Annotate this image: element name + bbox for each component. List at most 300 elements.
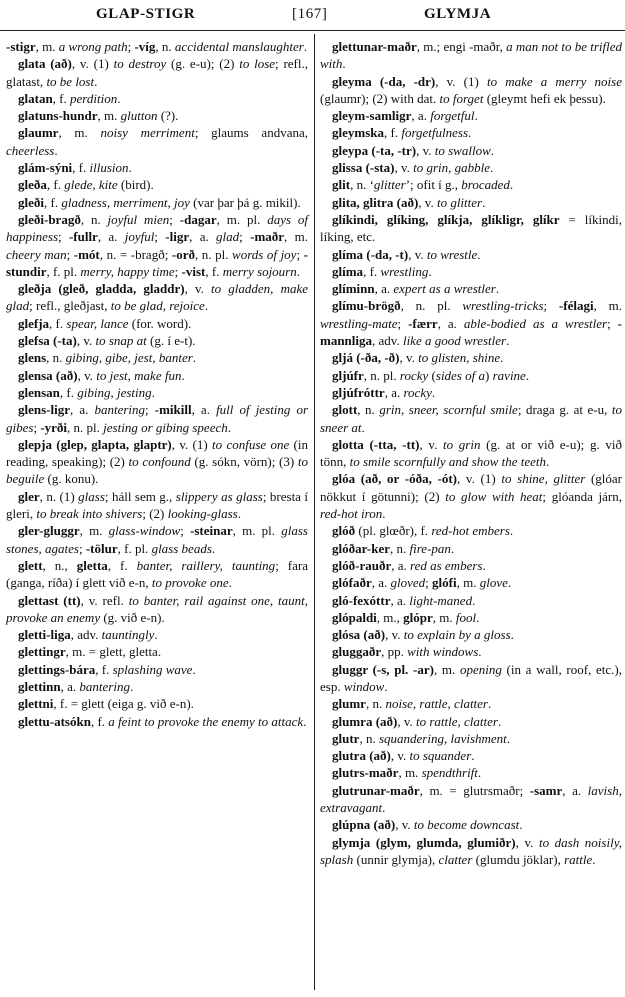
entry-text: . xyxy=(382,800,386,816)
entry-text: . xyxy=(303,713,307,729)
translation: gibing, gibe, jest, banter xyxy=(65,350,193,366)
headword: gleði xyxy=(18,194,44,210)
translation: glass xyxy=(78,488,105,504)
dictionary-entry xyxy=(320,436,622,471)
entry-text: . xyxy=(478,644,482,660)
translation: glede, kite xyxy=(64,177,118,193)
dictionary-entry xyxy=(6,55,308,90)
translation: rocky xyxy=(399,367,429,383)
headword: -yrði xyxy=(40,419,68,435)
entry-text: , m. xyxy=(58,125,101,141)
headword: gler-gluggr xyxy=(18,523,80,539)
translation: to jest, make fun xyxy=(96,367,182,383)
translation: to be lost xyxy=(46,73,95,89)
headword: glíma xyxy=(332,263,364,279)
entry-text: , v. xyxy=(77,367,97,383)
translation: words of joy xyxy=(232,246,297,262)
entry-text: ; refl., glatast, xyxy=(6,56,308,89)
entry-text: . xyxy=(94,73,98,89)
entry-text: ; háll sem g., xyxy=(104,488,176,504)
translation: glove xyxy=(479,575,508,591)
entry-text: . xyxy=(468,125,472,141)
headword: glott xyxy=(332,402,358,418)
entry-text: (unnir glymja), xyxy=(353,851,439,867)
headword: -félagi xyxy=(558,298,594,314)
translation: to wrestle xyxy=(426,246,478,262)
dictionary-entry xyxy=(6,592,308,627)
entry-text: , m. pl. xyxy=(232,523,282,539)
translation: full of jesting or gibes xyxy=(6,402,309,435)
translation: bantering xyxy=(94,402,146,418)
translation: illusion xyxy=(89,160,129,176)
translation: wrestling xyxy=(380,263,429,279)
headword: glófaðr xyxy=(332,575,372,591)
headword: glaumr xyxy=(18,125,59,141)
entry-text: , f. xyxy=(44,194,62,210)
headword: glám-sýni xyxy=(18,160,73,176)
headword: gluggr (-s, pl. -ar) xyxy=(332,661,434,677)
headword: glósa (að) xyxy=(332,627,386,643)
translation: glass beads xyxy=(151,540,212,556)
entry-text: , pp. xyxy=(381,644,408,660)
entry-text: , v. (1) xyxy=(171,436,213,452)
entry-text: ; glóanda járn, xyxy=(542,488,622,504)
entry-text: , m., xyxy=(376,609,404,625)
column-divider xyxy=(314,34,315,990)
translation: to make a merry noise xyxy=(486,73,622,89)
entry-text: (for. word). xyxy=(128,315,192,331)
entry-text: , f. xyxy=(363,263,381,279)
headword: glutrs-maðr xyxy=(332,765,399,781)
dictionary-entry xyxy=(6,643,308,660)
headword: glóa (að, or -óða, -ót) xyxy=(332,471,457,487)
entry-text: , v. xyxy=(399,350,419,366)
translation: gibing, jesting xyxy=(77,384,152,400)
entry-text: , n. xyxy=(357,402,380,418)
entry-text: ’; ofit í g., xyxy=(405,177,462,193)
dictionary-entry xyxy=(320,142,622,159)
headword: glóðar-ker xyxy=(332,540,390,556)
dictionary-entry xyxy=(320,176,622,193)
headword: gluggaðr xyxy=(332,644,382,660)
headword: glatuns-hundr xyxy=(18,108,98,124)
translation: jesting or gibing speech xyxy=(103,419,228,435)
dictionary-entry xyxy=(320,540,622,557)
entry-text: , v. xyxy=(419,436,444,452)
headword: glit xyxy=(332,177,351,193)
entry-text: (glumdu jöklar), xyxy=(472,851,565,867)
headword: glensan xyxy=(18,384,60,400)
headword: glettu-atsókn xyxy=(18,713,91,729)
entry-text: , a. xyxy=(562,782,588,798)
dictionary-entry xyxy=(320,470,622,522)
headword: -steinar xyxy=(190,523,233,539)
dictionary-entry xyxy=(6,349,308,366)
entry-text: ; refl., gleðjast, xyxy=(29,298,111,314)
entry-text: . xyxy=(211,540,216,556)
entry-text: (in a wall, roof, etc.), esp. xyxy=(320,661,622,694)
entry-text: . xyxy=(181,367,185,383)
entry-text: . xyxy=(471,748,475,764)
headword: -stundir xyxy=(6,246,308,279)
entry-text: . xyxy=(592,851,596,867)
entry-text: ; xyxy=(296,246,304,262)
translation: spendthrift xyxy=(421,765,478,781)
entry-text: , m. = glutrsmaðr; xyxy=(419,782,530,798)
headword: glutra (að) xyxy=(332,748,391,764)
entry-text: , m. xyxy=(79,523,109,539)
page-header xyxy=(0,6,625,28)
dictionary-entry xyxy=(320,695,622,712)
translation: looking-glass xyxy=(167,506,238,522)
entry-text: . xyxy=(431,384,436,400)
dictionary-entry xyxy=(320,401,622,436)
headword: glópr xyxy=(403,609,433,625)
translation: rattle xyxy=(564,851,593,867)
headword: glita, glitra (að) xyxy=(332,194,419,210)
entry-text: . xyxy=(500,350,504,366)
dictionary-entry xyxy=(320,816,622,833)
headword: -orð xyxy=(171,246,195,262)
headword: glettingr xyxy=(18,644,66,660)
entry-text: ) xyxy=(485,367,493,383)
headword: glópaldi xyxy=(332,609,377,625)
entry-text: , m. = glett, gletta. xyxy=(65,644,162,660)
translation: like a good wrestler xyxy=(402,333,507,349)
entry-text: . xyxy=(303,39,308,54)
translation: to grin, gabble xyxy=(413,160,491,176)
translation: to glisten, shine xyxy=(418,350,501,366)
entry-text: , adv. xyxy=(70,627,102,643)
entry-text: . xyxy=(450,540,455,556)
translation: light-maned xyxy=(409,592,473,608)
dictionary-entry xyxy=(320,574,622,591)
entry-text: . xyxy=(237,506,241,522)
entry-text: . xyxy=(382,506,386,522)
headword: glettni xyxy=(18,696,54,712)
headword: -mannliga xyxy=(320,315,622,349)
entry-text: ; xyxy=(127,39,135,54)
headword: glóð xyxy=(332,523,356,539)
entry-text: , v. (1) xyxy=(435,73,487,89)
entry-text: , v. xyxy=(418,194,437,210)
dictionary-entry xyxy=(320,246,622,263)
entry-text: , f. xyxy=(384,125,402,141)
headword: glatan xyxy=(18,90,53,106)
translation: merry sojourn xyxy=(222,263,297,279)
dictionary-entry xyxy=(6,159,308,176)
entry-text: , m. xyxy=(35,39,59,54)
entry-text: , v. xyxy=(408,246,427,262)
entry-text: ; glaums andvana, xyxy=(194,125,308,141)
entry-text: , v. xyxy=(416,142,435,158)
translation: to grin xyxy=(443,436,481,452)
entry-text: , a. xyxy=(70,402,95,418)
entry-text: , v. (1) xyxy=(457,471,502,487)
entry-text: , v. xyxy=(394,160,414,176)
entry-text: . xyxy=(474,108,478,124)
translation: days of happiness xyxy=(6,211,308,245)
dictionary-entry xyxy=(6,713,308,730)
entry-text: (var þar þá g. mikil). xyxy=(189,194,301,210)
entry-text: . xyxy=(495,281,500,297)
entry-text: ; bresta í gleri, xyxy=(6,488,309,522)
entry-text: . xyxy=(296,263,300,279)
headword: glettings-bára xyxy=(18,661,96,677)
dictionary-entry xyxy=(6,678,308,695)
entry-text: , a. xyxy=(97,229,125,245)
headword: glumra (að) xyxy=(332,713,398,729)
headword: gljá (-ða, -ð) xyxy=(332,350,400,366)
entry-text: . xyxy=(490,160,494,176)
entry-text: , f. xyxy=(46,177,65,193)
entry-text: (?). xyxy=(157,108,179,124)
entry-text: , m. xyxy=(593,298,622,314)
entry-text: . xyxy=(192,350,197,366)
entry-text: . xyxy=(154,627,158,643)
headword: gletti-liga xyxy=(18,627,71,643)
translation: splashing wave xyxy=(112,661,193,677)
right-column xyxy=(320,38,622,868)
dictionary-entry xyxy=(6,384,308,401)
dictionary-entry xyxy=(6,211,308,280)
translation: with windows xyxy=(407,644,479,660)
entry-text: , f. xyxy=(52,90,71,106)
entry-text: ; xyxy=(397,315,409,331)
entry-text: , f. xyxy=(95,661,113,677)
dictionary-entry xyxy=(320,522,622,539)
translation: rocky xyxy=(403,384,432,400)
dictionary-entry xyxy=(6,280,308,315)
translation: glutton xyxy=(120,108,158,124)
entry-text: , f. xyxy=(90,713,109,729)
dictionary-entry xyxy=(320,730,622,747)
entry-text: , n. xyxy=(46,350,66,366)
entry-text: , a. xyxy=(391,557,410,573)
headword: glumr xyxy=(332,696,366,712)
entry-text: (g. sókn, vörn); (3) xyxy=(190,454,298,470)
translation: to snap at xyxy=(95,333,147,349)
dictionary-entry xyxy=(6,124,308,159)
translation: forgetful xyxy=(430,108,475,124)
dictionary-entry xyxy=(320,211,622,246)
entry-text: , a. xyxy=(390,592,410,608)
entry-text: , f. pl. xyxy=(46,263,81,279)
translation: to beguile xyxy=(6,454,308,487)
dictionary-entry xyxy=(320,367,622,384)
dictionary-entry xyxy=(6,194,308,211)
entry-text: (bird). xyxy=(117,177,154,193)
entry-text: , m. xyxy=(284,229,308,245)
headword: glefja xyxy=(18,315,50,331)
translation: to break into shivers xyxy=(36,506,143,522)
dictionary-entry xyxy=(6,436,308,488)
dictionary-entry xyxy=(6,695,308,712)
translation: cheery man xyxy=(6,246,67,262)
entry-text: (g. at or við e-u); g. við tönn, xyxy=(320,436,623,470)
headword: -mikill xyxy=(154,402,192,418)
entry-text: , n. xyxy=(390,540,410,556)
entry-text: , v. xyxy=(390,748,410,764)
dictionary-entry xyxy=(320,194,622,211)
entry-text: . xyxy=(509,523,514,539)
entry-text: . xyxy=(204,298,209,314)
translation: to banter, rail against one, taunt, provoke an enemy xyxy=(6,592,308,625)
dictionary-entry xyxy=(320,159,622,176)
dictionary-entry xyxy=(320,124,622,141)
entry-text: . xyxy=(477,765,482,781)
dictionary-entry xyxy=(6,332,308,349)
entry-text: ; xyxy=(145,402,155,418)
translation: cheerless xyxy=(6,142,55,158)
translation: a feint to provoke the enemy to attack xyxy=(108,713,304,729)
entry-text: , a. xyxy=(411,108,431,124)
translation: banter, raillery, taunting xyxy=(136,557,276,573)
headword: glotta (-tta, -tt) xyxy=(332,436,420,452)
headword: glófi xyxy=(432,575,457,591)
header-right-guide-word: GLYMJA xyxy=(424,6,492,22)
entry-text: , n. xyxy=(80,211,108,227)
entry-text: , m. pl. xyxy=(216,211,268,227)
headword: gler xyxy=(18,488,40,504)
headword: glíminn xyxy=(332,281,375,297)
headword: gló-fexóttr xyxy=(332,592,391,608)
translation: fire-pan xyxy=(409,540,451,556)
translation: tauntingly xyxy=(101,627,155,643)
translation: noise, rattle, clatter xyxy=(385,696,488,712)
entry-text: , f. = glett (eiga g. við e-n). xyxy=(53,696,194,712)
entry-text: (g. við e-n). xyxy=(100,609,165,625)
entry-text: , a. xyxy=(371,575,391,591)
translation: glass stones, agates xyxy=(6,523,308,556)
entry-text: , a. xyxy=(60,678,80,694)
headword: glúpna (að) xyxy=(332,817,396,833)
entry-text: . xyxy=(525,367,530,383)
dictionary-entry xyxy=(320,38,622,73)
entry-text: , n. pl. xyxy=(363,367,400,383)
translation: ravine xyxy=(492,367,526,383)
entry-text: (gleymt hefi ek þessu). xyxy=(483,90,606,106)
translation: red-hot iron xyxy=(320,506,383,522)
headword: glettunar-maðr xyxy=(332,39,417,54)
entry-text: . xyxy=(151,384,155,400)
dictionary-entry xyxy=(6,401,308,436)
entry-text: ( xyxy=(428,367,436,383)
translation: opening xyxy=(459,661,502,677)
dictionary-entry xyxy=(6,367,308,384)
translation: a man not to be trifled with xyxy=(320,39,623,72)
entry-text: . xyxy=(228,575,232,591)
entry-text: , v. xyxy=(184,281,212,297)
translation: gladness, merriment, joy xyxy=(61,194,190,210)
translation: to become downcast xyxy=(413,817,520,833)
entry-text: , n., xyxy=(42,557,77,573)
entry-text: ; xyxy=(78,540,86,556)
translation: to explain by a gloss xyxy=(403,627,511,643)
headword: glissa (-sta) xyxy=(332,160,395,176)
entry-text: (in reading, speaking); (2) xyxy=(6,436,308,470)
entry-text: . xyxy=(361,419,365,435)
headword: gleymska xyxy=(332,125,384,141)
entry-text: , m. xyxy=(433,661,460,677)
entry-text: ; xyxy=(66,246,74,262)
entry-text: , n. xyxy=(365,696,386,712)
translation: accidental manslaughter xyxy=(174,39,304,54)
entry-text: , f. xyxy=(72,160,90,176)
entry-text: . xyxy=(488,696,492,712)
translation: clatter xyxy=(438,851,473,867)
translation: red-hot embers xyxy=(431,523,510,539)
translation: to dash noisily, splash xyxy=(320,834,623,867)
translation: joyful mien xyxy=(107,211,170,227)
entry-text: ; xyxy=(33,419,41,435)
headword: glymja (glym, glumda, glumiðr) xyxy=(332,834,516,850)
translation: to lose xyxy=(239,56,276,72)
dictionary-entry xyxy=(6,38,308,55)
dictionary-entry xyxy=(320,626,622,643)
entry-text: . xyxy=(54,142,58,158)
translation: to squander xyxy=(409,748,472,764)
entry-text: ; draga g. at e-u, xyxy=(517,402,612,418)
entry-text: . xyxy=(510,627,514,643)
translation: joyful xyxy=(124,229,155,245)
dictionary-entry xyxy=(320,609,622,626)
entry-text: = líkindi, líking, etc. xyxy=(320,211,622,245)
dictionary-entry xyxy=(320,782,622,817)
entry-text: ; xyxy=(239,229,251,245)
translation: expert as a wrestler xyxy=(393,281,496,297)
translation: merry, happy time xyxy=(80,263,175,279)
entry-text: , v. xyxy=(76,333,96,349)
dictionary-entry xyxy=(6,90,308,107)
translation: red as embers xyxy=(410,557,483,573)
translation: wrestling-mate xyxy=(320,315,398,331)
headword: glímu-brögð xyxy=(332,298,401,314)
entry-text: ; xyxy=(425,575,433,591)
entry-text: , m. xyxy=(456,575,480,591)
headword: -mót xyxy=(73,246,100,262)
headword: glett xyxy=(18,557,43,573)
dictionary-entry xyxy=(6,107,308,124)
entry-text: , m. xyxy=(97,108,121,124)
dictionary-entry xyxy=(320,661,622,696)
dictionary-entry xyxy=(6,522,308,557)
headword: glíma (-da, -t) xyxy=(332,246,409,262)
headword: -fullr xyxy=(68,229,98,245)
entry-text: , n. xyxy=(155,39,175,54)
dictionary-entry xyxy=(6,176,308,193)
headword: -ligr xyxy=(165,229,190,245)
translation: to destroy xyxy=(113,56,167,72)
entry-text: . xyxy=(477,246,481,262)
headword: gleði-bragð xyxy=(18,211,81,227)
entry-text: , adv. xyxy=(372,333,403,349)
translation: able-bodied as a wrestler xyxy=(463,315,608,331)
entry-text: ; (2) xyxy=(142,506,168,522)
entry-text: . xyxy=(384,678,388,694)
translation: to shine, glitter xyxy=(501,471,586,487)
headword: gljúfr xyxy=(332,367,364,383)
entry-text: . xyxy=(506,730,511,746)
translation: glass-window xyxy=(108,523,181,539)
headword: -víg xyxy=(134,39,156,54)
entry-text: . xyxy=(506,333,510,349)
header-left-guide-word: GLAP-STIGR xyxy=(96,6,196,22)
translation: wrestling-tricks xyxy=(462,298,544,314)
entry-text: , a. xyxy=(191,402,217,418)
entry-text: , v. xyxy=(385,627,404,643)
entry-text: , a. xyxy=(189,229,217,245)
